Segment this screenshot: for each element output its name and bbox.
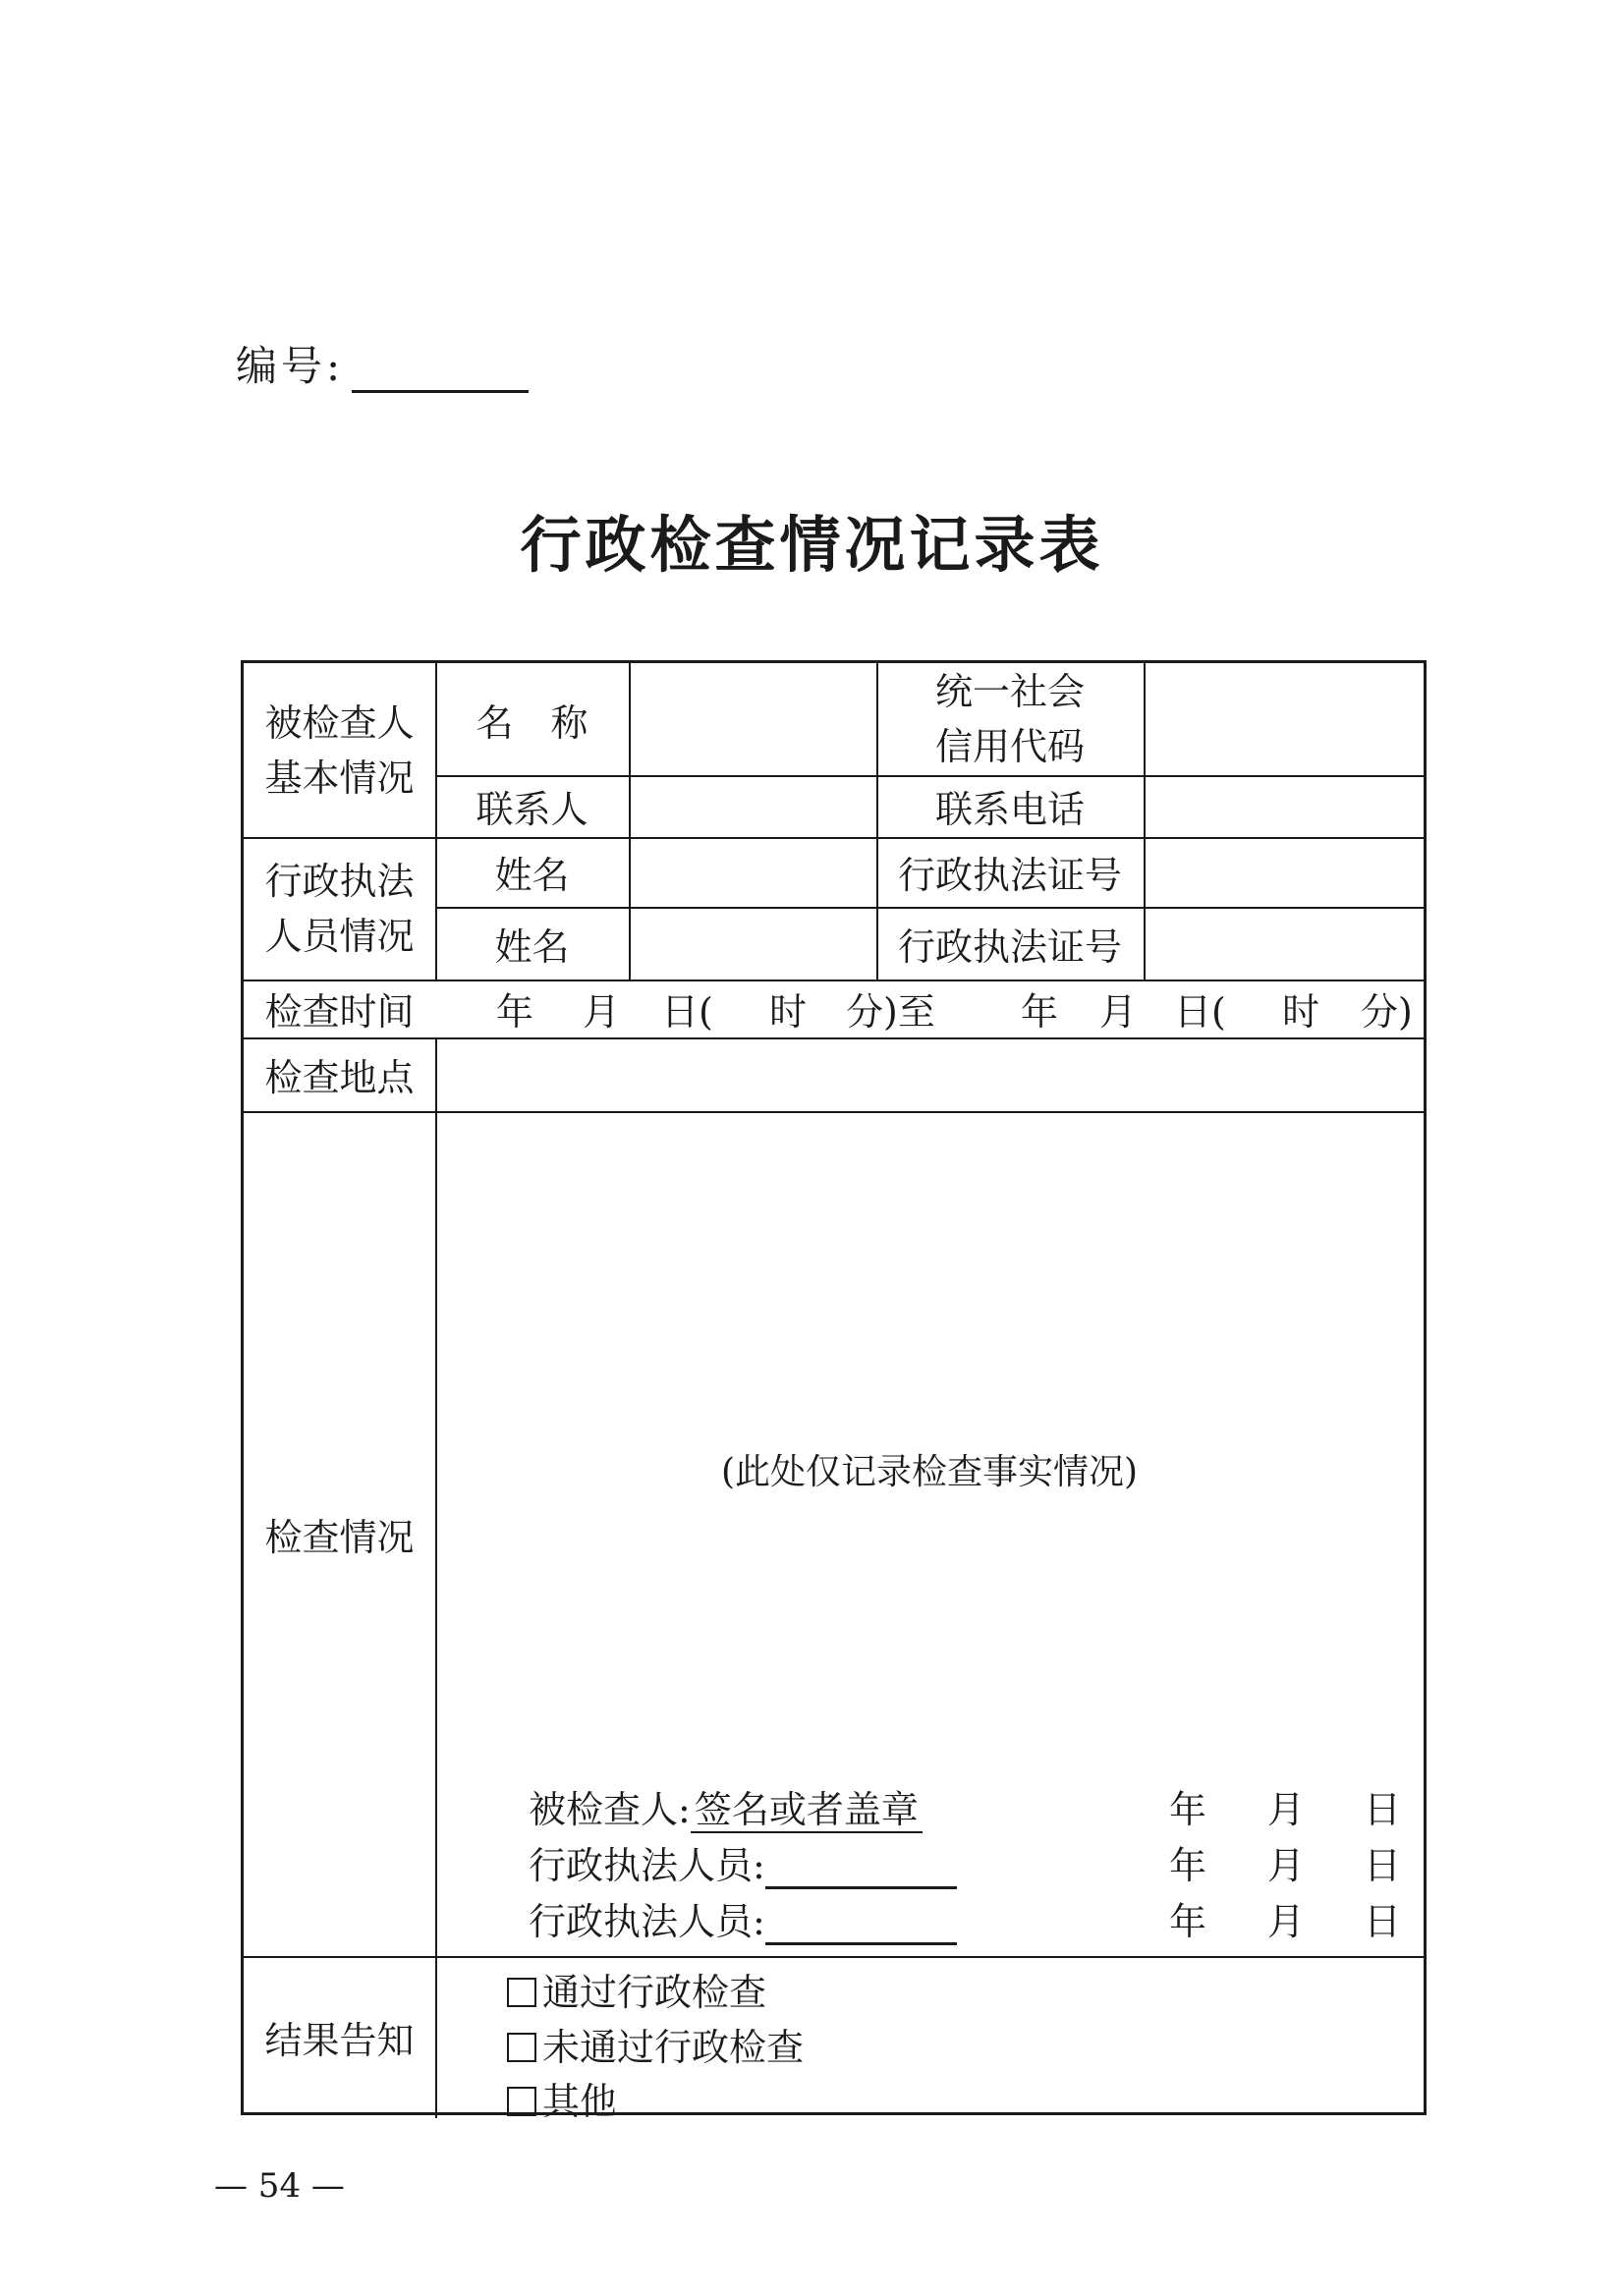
officers-section-label <box>244 837 435 980</box>
signature-day-2: 日 <box>1364 1844 1402 1887</box>
time-end-hour: 时 <box>1282 990 1320 1034</box>
inspected-party-signature[interactable] <box>529 1779 923 1833</box>
signature-day-3: 日 <box>1364 1900 1402 1943</box>
page-number: — 54 — <box>214 2166 345 2206</box>
contact-label: 联系人 <box>476 788 588 831</box>
time-start-day: 日( <box>661 990 713 1034</box>
situation-placeholder: (此处仅记录检查事实情况) <box>720 1452 1139 1492</box>
signature-year-1: 年 <box>1169 1788 1207 1831</box>
option-label: 其他 <box>542 2080 618 2123</box>
time-end-year: 年 <box>1021 990 1059 1034</box>
result-label: 结果告知 <box>264 2019 415 2062</box>
signature-blank <box>765 1905 957 1945</box>
time-label: 检查时间 <box>264 990 415 1034</box>
signature-year-3: 年 <box>1169 1900 1207 1943</box>
credit-code-line-2: 信用代码 <box>934 725 1085 768</box>
signature-month-2: 月 <box>1267 1844 1306 1887</box>
location-label: 检查地点 <box>264 1056 415 1099</box>
contact-input[interactable] <box>629 775 876 837</box>
time-start-year: 年 <box>496 990 534 1034</box>
serial-number-field <box>236 334 529 393</box>
officer-cert-label-1: 行政执法证号 <box>897 854 1122 897</box>
result-option-passed[interactable] <box>507 1962 766 2016</box>
situation-label: 检查情况 <box>264 1515 415 1559</box>
officer-name-input-1[interactable] <box>629 837 876 907</box>
phone-label: 联系电话 <box>934 788 1085 831</box>
officer-signature-2[interactable] <box>529 1891 957 1945</box>
signature-blank <box>765 1849 957 1889</box>
signature-month-3: 月 <box>1267 1900 1306 1943</box>
section-line-1: 被检查人 <box>264 700 415 745</box>
checkbox-icon[interactable] <box>507 2087 536 2116</box>
signature-role: 被检查人: <box>529 1788 691 1831</box>
inspection-record-table <box>241 660 1427 2123</box>
signature-role: 行政执法人员: <box>529 1844 765 1887</box>
time-start-minute: 分)至 <box>846 990 935 1034</box>
officer-cert-label-2: 行政执法证号 <box>897 924 1122 969</box>
officer-name-input-2[interactable] <box>629 907 876 980</box>
result-option-other[interactable] <box>507 2071 617 2125</box>
time-start-hour: 时 <box>769 990 808 1034</box>
location-input[interactable] <box>435 1037 1429 1111</box>
credit-code-input[interactable] <box>1144 663 1429 775</box>
checkbox-icon[interactable] <box>507 1978 536 2007</box>
serial-number-blank[interactable] <box>352 355 529 393</box>
officer-signature-1[interactable] <box>529 1835 957 1889</box>
name-label: 名 称 <box>476 700 588 745</box>
phone-input[interactable] <box>1144 775 1429 837</box>
time-end-day: 日( <box>1174 990 1226 1034</box>
credit-code-label <box>876 663 1144 775</box>
officers-line-1: 行政执法 <box>264 859 415 903</box>
time-end-month: 月 <box>1099 990 1138 1034</box>
checkbox-icon[interactable] <box>507 2033 536 2062</box>
time-start-month: 月 <box>583 990 621 1034</box>
section-line-2: 基本情况 <box>264 756 415 800</box>
time-field[interactable] <box>435 980 1424 1037</box>
officer-name-label-2: 姓名 <box>494 924 570 969</box>
signature-day-1: 日 <box>1364 1788 1402 1831</box>
name-input[interactable] <box>629 663 876 775</box>
officer-cert-input-2[interactable] <box>1144 907 1429 980</box>
officer-name-label-1: 姓名 <box>494 854 570 897</box>
inspected-party-section-label <box>244 663 435 837</box>
option-label: 通过行政检查 <box>542 1971 767 2014</box>
officer-cert-input-1[interactable] <box>1144 837 1429 907</box>
signature-stamp-hint: 签名或者盖章 <box>691 1788 923 1833</box>
serial-number-label: 编号: <box>236 342 345 390</box>
form-title: 行政检查情况记录表 <box>520 509 1104 581</box>
result-option-failed[interactable] <box>507 2017 804 2071</box>
time-end-minute: 分) <box>1361 990 1413 1034</box>
signature-month-1: 月 <box>1267 1788 1306 1831</box>
credit-code-line-1: 统一社会 <box>934 670 1085 713</box>
option-label: 未通过行政检查 <box>542 2026 805 2069</box>
signature-year-2: 年 <box>1169 1844 1207 1887</box>
officers-line-2: 人员情况 <box>264 914 415 958</box>
signature-role: 行政执法人员: <box>529 1900 765 1943</box>
